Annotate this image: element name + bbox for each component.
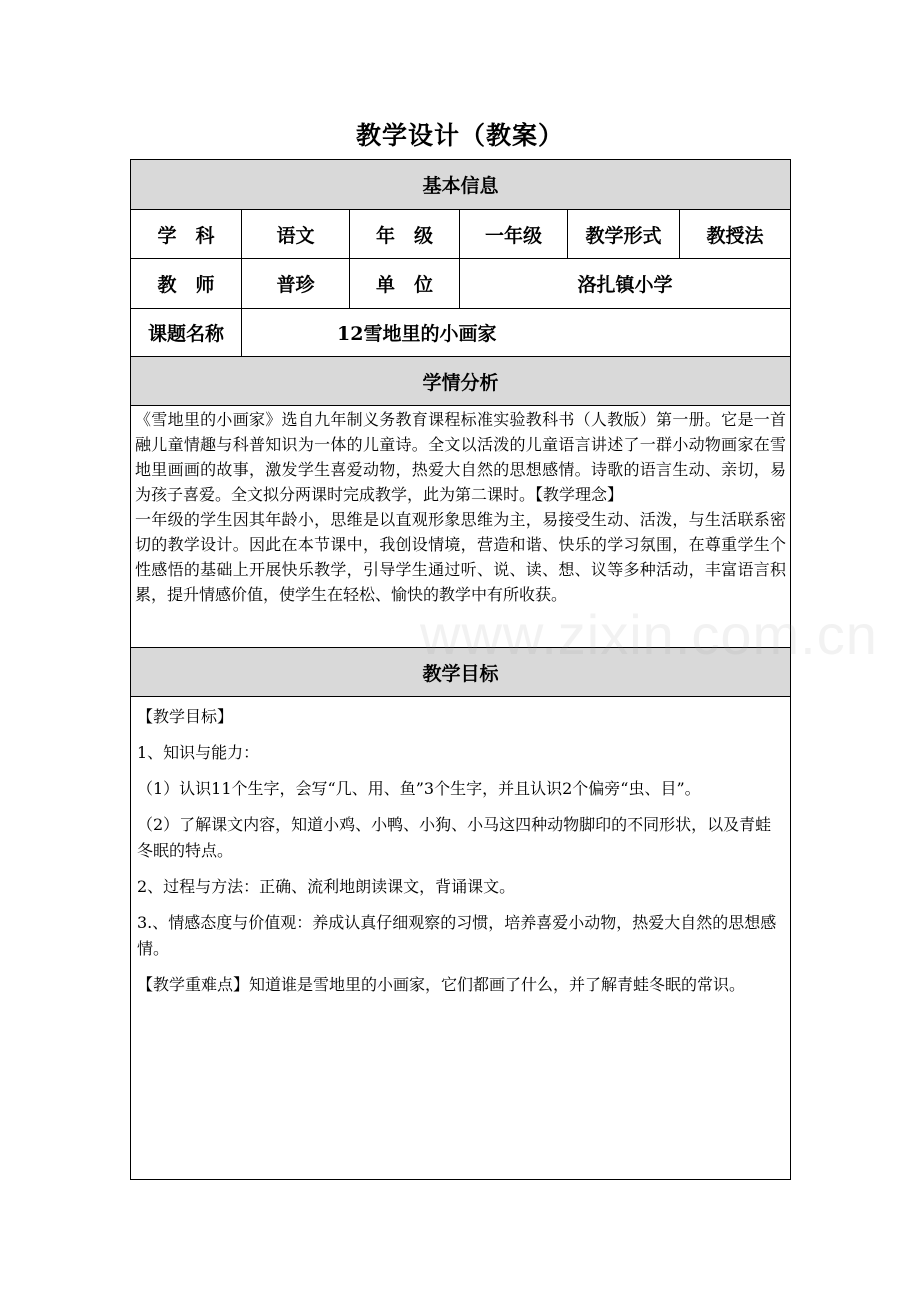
analysis-header: 学情分析 <box>131 357 791 406</box>
teacher-value: 普珍 <box>242 259 350 309</box>
unit-label: 单 位 <box>350 259 460 309</box>
analysis-paragraph-2: 一年级的学生因其年龄小，思维是以直观形象思维为主，易接受生动、活泼，与生活联系密切的教学设计。因此在本节课中，我创设情境，营造和谐、快乐的学习氛围，在尊重学生个性感悟的基础上开展快乐教学，引导学生通过听、说、读、想、议等多种活动，丰富语言积累，提升情感价值，使学生在轻松、愉快的教学中有所收获。 <box>135 510 787 604</box>
goals-line: 【教学目标】 <box>137 707 234 726</box>
teacher-label: 教 师 <box>131 259 242 309</box>
goals-line: （2）了解课文内容，知道小鸡、小鸭、小狗、小马这四种动物脚印的不同形状，以及青蛙冬眠的特点。 <box>137 815 772 860</box>
goals-header: 教学目标 <box>131 648 791 697</box>
grade-value: 一年级 <box>460 210 568 259</box>
unit-value: 洛扎镇小学 <box>460 259 791 309</box>
goals-body <box>131 697 791 1180</box>
topic-value: 12雪地里的小画家 <box>242 309 791 357</box>
goals-line: 3.、情感态度与价值观：养成认真仔细观察的习惯，培养喜爱小动物，热爱大自然的思想感情。 <box>137 913 777 958</box>
basic-info-header: 基本信息 <box>131 160 791 210</box>
goals-line: 【教学重难点】知道谁是雪地里的小画家，它们都画了什么，并了解青蛙冬眠的常识。 <box>137 975 746 994</box>
analysis-paragraph-1: 《雪地里的小画家》选自九年制义务教育课程标准实验教科书（人教版）第一册。它是一首融儿童情趣与科普知识为一体的儿童诗。全文以活泼的儿童语言讲述了一群小动物画家在雪地里画画的故事，激发学生喜爱动物，热爱大自然的思想感情。诗歌的语言生动、亲切，易为孩子喜爱。全文拟分两课时完成教学，此为第二课时。【教学理念】 <box>135 410 787 504</box>
teaching-form-value: 教授法 <box>680 210 791 259</box>
lesson-plan-table <box>130 159 791 1180</box>
grade-label: 年 级 <box>350 210 460 259</box>
goals-line: 2、过程与方法：正确、流利地朗读课文，背诵课文。 <box>137 877 516 896</box>
goals-line: （1）认识11个生字，会写“几、用、鱼”3个生字，并且认识2个偏旁“虫、目”。 <box>137 779 701 798</box>
subject-value: 语文 <box>242 210 350 259</box>
watermark-text: www.zixin.com.cn <box>420 603 878 666</box>
topic-label: 课题名称 <box>131 309 242 357</box>
document-title: 教学设计（教案） <box>355 121 564 150</box>
subject-label: 学 科 <box>131 210 242 259</box>
goals-line: 1、知识与能力： <box>137 743 260 762</box>
teaching-form-label: 教学形式 <box>568 210 680 259</box>
